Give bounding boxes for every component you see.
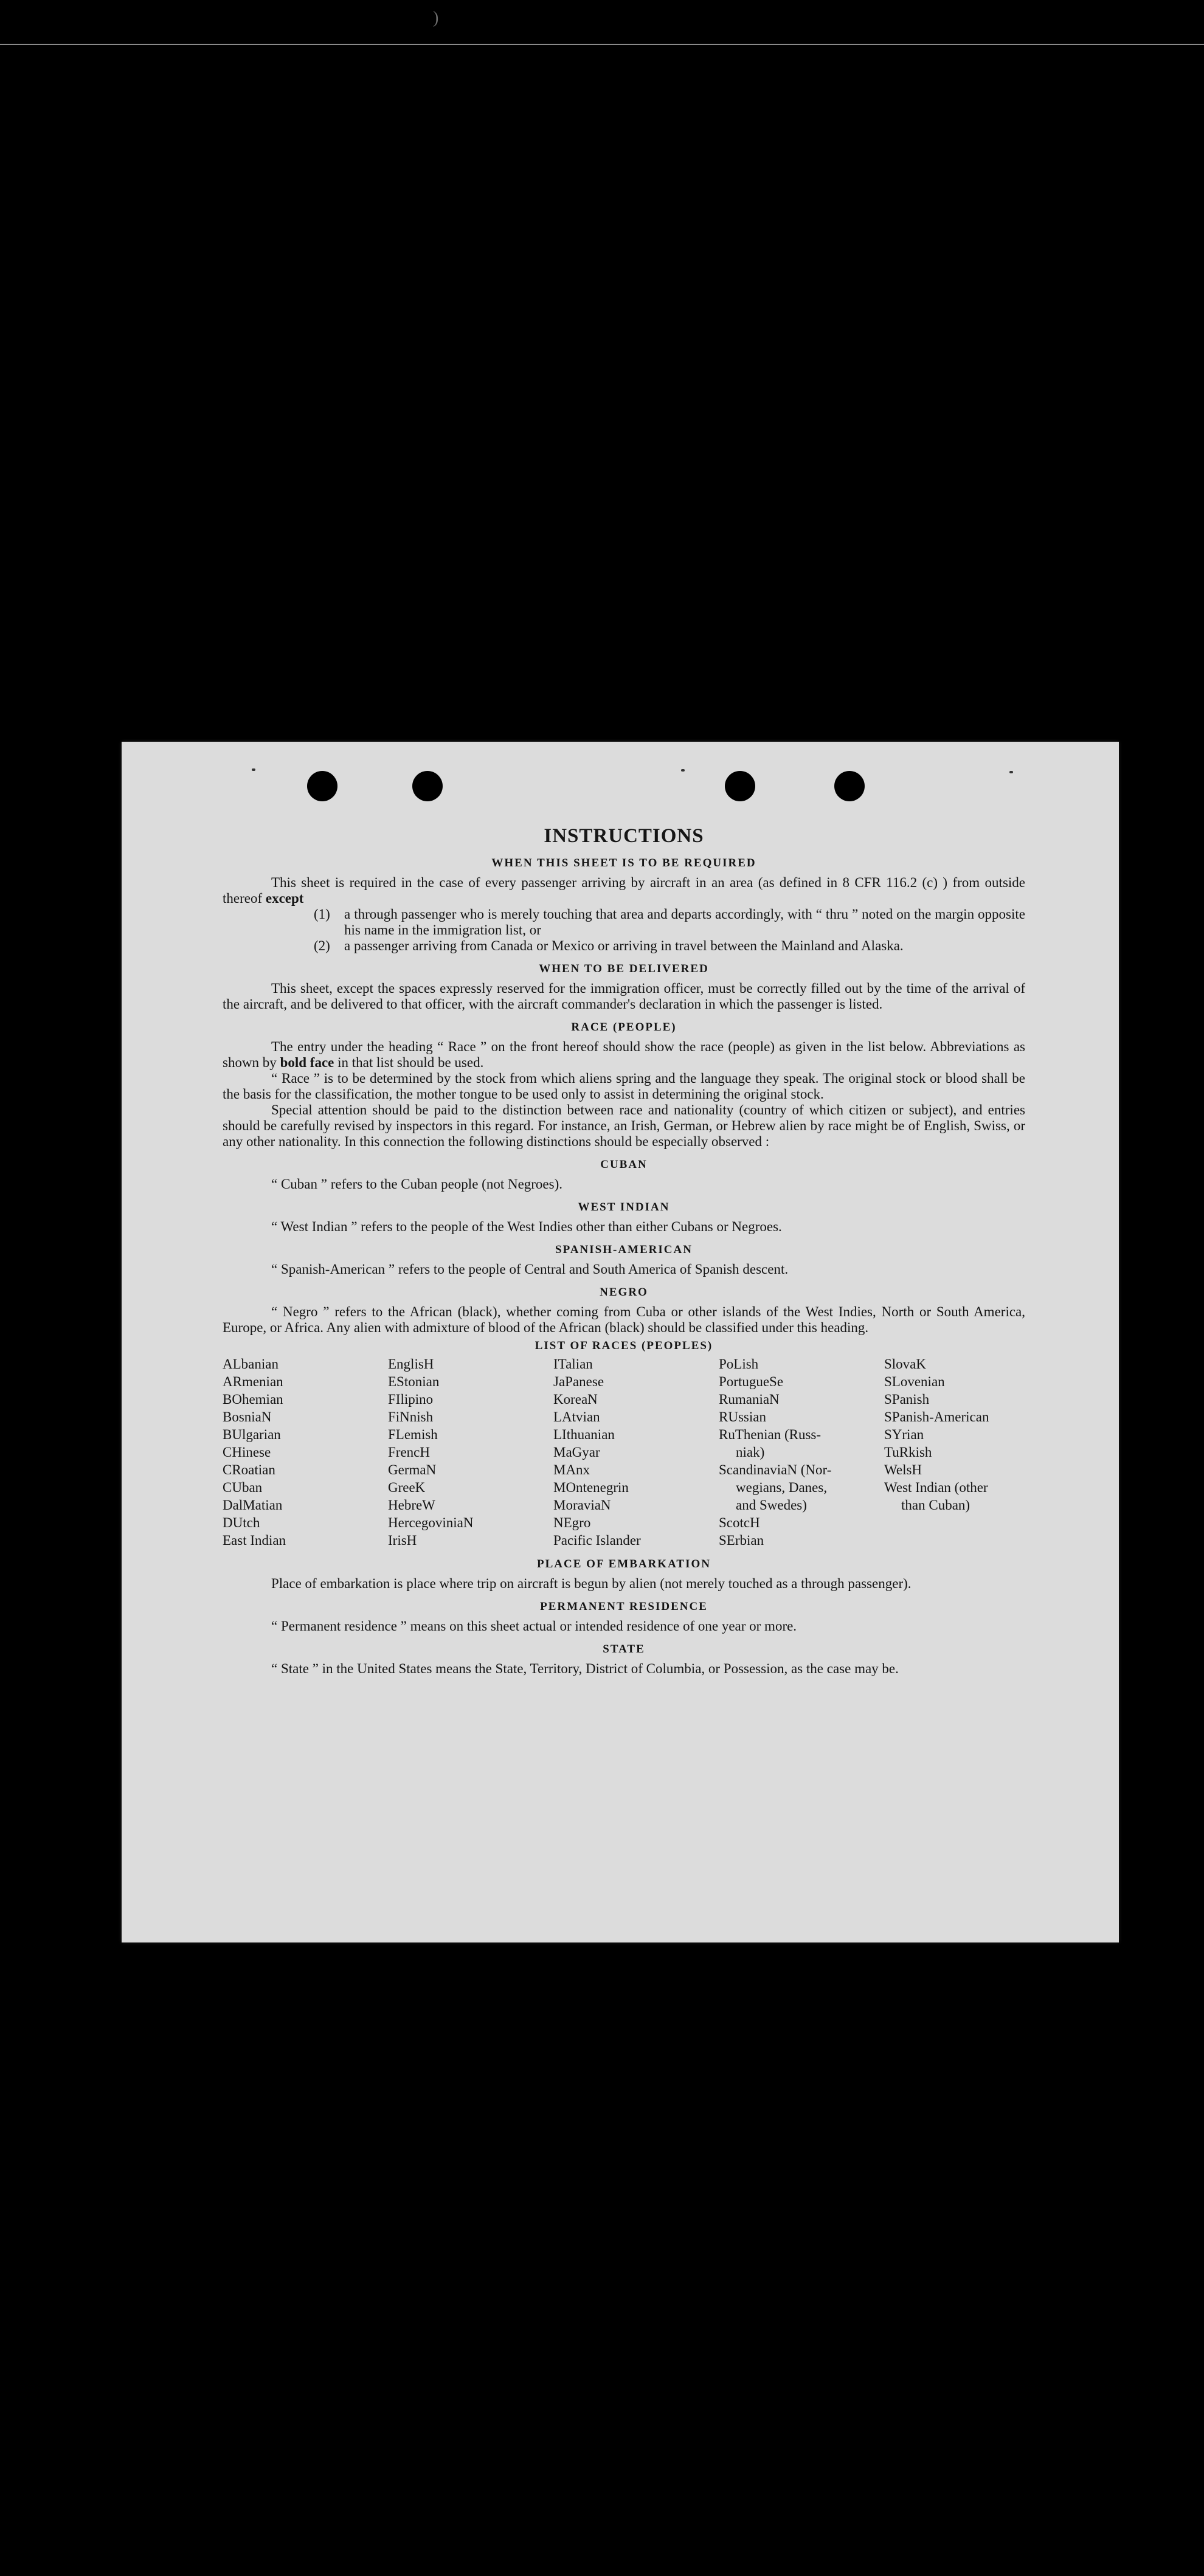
race-entry: SErbian [719,1533,764,1548]
race-entry: BOhemian [223,1392,283,1407]
race-entry: MoraviaN [553,1497,611,1513]
race-entry: CHinese [223,1445,271,1460]
permanent-residence-text: “ Permanent residence ” means on this sheet actual or intended residence of one year or more. [271,1618,797,1634]
negro-text: “ Negro ” refers to the African (black), whether coming from Cuba or other islands of the West Indies, North or South America, Europe, or Africa. Any alien with admixture of blood of the African (black) should be classified under this heading. [223,1304,1025,1335]
race-list [223,1355,1025,1549]
race-entry: PortugueSe [719,1374,784,1389]
race-entry: DalMatian [223,1497,283,1513]
instruction-sheet [122,742,1119,1942]
west-indian-text: “ West Indian ” refers to the people of the West Indies other than either Cubans or Negroes. [271,1219,782,1234]
race-entry: GermaN [388,1462,437,1477]
page-title: INSTRUCTIONS [544,825,704,847]
heading-west-indian: WEST INDIAN [578,1201,670,1214]
race-entry: ScotcH [719,1515,760,1530]
race-entry: LAtvian [553,1409,600,1424]
race-entry-continued: wegians, Danes, [736,1480,828,1495]
scan-speck [1009,771,1013,773]
race-entry: HercegoviniaN [388,1515,474,1530]
race-entry: HebreW [388,1497,435,1513]
race-entry: MOntenegrin [553,1480,629,1495]
race-entry: BosniaN [223,1409,272,1424]
race-entry: FiNnish [388,1409,434,1424]
race-entry: SPanish-American [884,1409,989,1424]
state-text: “ State ” in the United States means the State, Territory, District of Columbia, or Possession, as the case may be. [271,1661,899,1676]
punch-hole-2 [412,771,443,801]
race-entry: EnglisH [388,1356,434,1372]
race-entry: ARmenian [223,1374,283,1389]
race-paragraph-2: “ Race ” is to be determined by the stock from which aliens spring and the language they speak. The original stock or blood shall be the basis for the classification, the mother tongue to be used only to assist in determining the original stock. [223,1071,1025,1102]
exception-2: (2) a passenger arriving from Canada or Mexico or arriving in travel between the Mainland and Alaska. [314,938,904,953]
race-entry: WelsH [884,1462,922,1477]
race-entry: RuThenian (Russ- [719,1427,822,1442]
when-required-intro: This sheet is required in the case of every passenger arriving by aircraft in an area (as defined in 8 CFR 116.2 (c) ) from outside thereof except [223,875,1025,906]
race-entry-continued: and Swedes) [736,1497,807,1513]
race-entry: West Indian (other [884,1480,988,1495]
race-entry: MAnx [553,1462,590,1477]
race-entry: JaPanese [553,1374,604,1389]
race-entry-continued: niak) [736,1445,765,1460]
race-entry: FLemish [388,1427,438,1442]
race-paragraph-1: The entry under the heading “ Race ” on the front hereof should show the race (people) as given in the list below. Abbreviations as shown by bold face in that list should be used. [223,1039,1025,1070]
race-entry: SYrian [884,1427,924,1442]
race-column-3 [553,1355,719,1549]
race-entry: FIlipino [388,1392,434,1407]
race-entry: GreeK [388,1480,426,1495]
race-entry: CUban [223,1480,263,1495]
race-entry: LIthuanian [553,1427,615,1442]
heading-when-required: WHEN THIS SHEET IS TO BE REQUIRED [491,857,756,869]
race-entry: SLovenian [884,1374,945,1389]
heading-permanent-residence: PERMANENT RESIDENCE [540,1600,708,1613]
race-entry: RUssian [719,1409,766,1424]
exception-1: (1) a through passenger who is merely touching that area and departs accordingly, with “ thru ” noted on the margin opposite his name in the immigration list, or [314,906,1025,938]
race-entry: TuRkish [884,1445,932,1460]
race-entry: IrisH [388,1533,417,1548]
race-column-1 [223,1355,388,1549]
race-entry: KoreaN [553,1392,598,1407]
race-entry: DUtch [223,1515,260,1530]
heading-place-of-embarkation: PLACE OF EMBARKATION [537,1558,711,1570]
race-entry: Pacific Islander [553,1533,641,1548]
race-entry: ALbanian [223,1356,279,1372]
race-column-4 [719,1355,884,1549]
race-paragraph-3: Special attention should be paid to the distinction between race and nationality (country of which citizen or subject), and entries should be carefully revised by inspectors in this regard. For instance, an Irish, German, or Hebrew alien by race might be of English, Swiss, or any other nationality. In this connection the following distinctions should be especially observed : [223,1102,1025,1149]
race-entry: East Indian [223,1533,286,1548]
when-delivered-text: This sheet, except the spaces expressly reserved for the immigration officer, must be correctly filled out by the time of the arrival of the aircraft, and be delivered to that officer, with the aircraft commander's declaration in which the passenger is listed. [223,981,1025,1012]
punch-hole-1 [307,771,337,801]
punch-hole-3 [725,771,755,801]
race-entry: PoLish [719,1356,759,1372]
heading-cuban: CUBAN [600,1158,648,1171]
race-entry: MaGyar [553,1445,600,1460]
heading-spanish-american: SPANISH-AMERICAN [555,1243,693,1256]
race-entry-continued: than Cuban) [901,1497,970,1513]
race-entry: NEgro [553,1515,591,1530]
margin-mark: ) [433,9,439,27]
scan-speck [681,769,685,772]
race-entry: SPanish [884,1392,930,1407]
race-entry: ITalian [553,1356,593,1372]
instructions-body [223,824,1025,1677]
cuban-text: “ Cuban ” refers to the Cuban people (not Negroes). [271,1176,563,1192]
heading-list-of-races: LIST OF RACES (PEOPLES) [535,1339,713,1352]
race-entry: ScandinaviaN (Nor- [719,1462,832,1477]
race-entry: CRoatian [223,1462,275,1477]
scan-speck [252,768,255,771]
heading-negro: NEGRO [600,1286,648,1299]
heading-state: STATE [603,1643,645,1656]
race-entry: EStonian [388,1374,440,1389]
spanish-american-text: “ Spanish-American ” refers to the people of Central and South America of Spanish descent. [271,1262,789,1277]
race-column-2 [388,1355,553,1549]
race-entry: BUlgarian [223,1427,281,1442]
punch-hole-4 [834,771,865,801]
race-entry: SlovaK [884,1356,926,1372]
heading-race: RACE (PEOPLE) [571,1021,677,1034]
race-entry: RumaniaN [719,1392,780,1407]
race-entry: FrencH [388,1445,430,1460]
race-column-5 [884,1355,1025,1549]
scan-top-rule [0,44,1204,45]
heading-when-delivered: WHEN TO BE DELIVERED [539,962,709,975]
place-of-embarkation-text: Place of embarkation is place where trip on aircraft is begun by alien (not merely touched as a through passenger). [271,1576,912,1591]
